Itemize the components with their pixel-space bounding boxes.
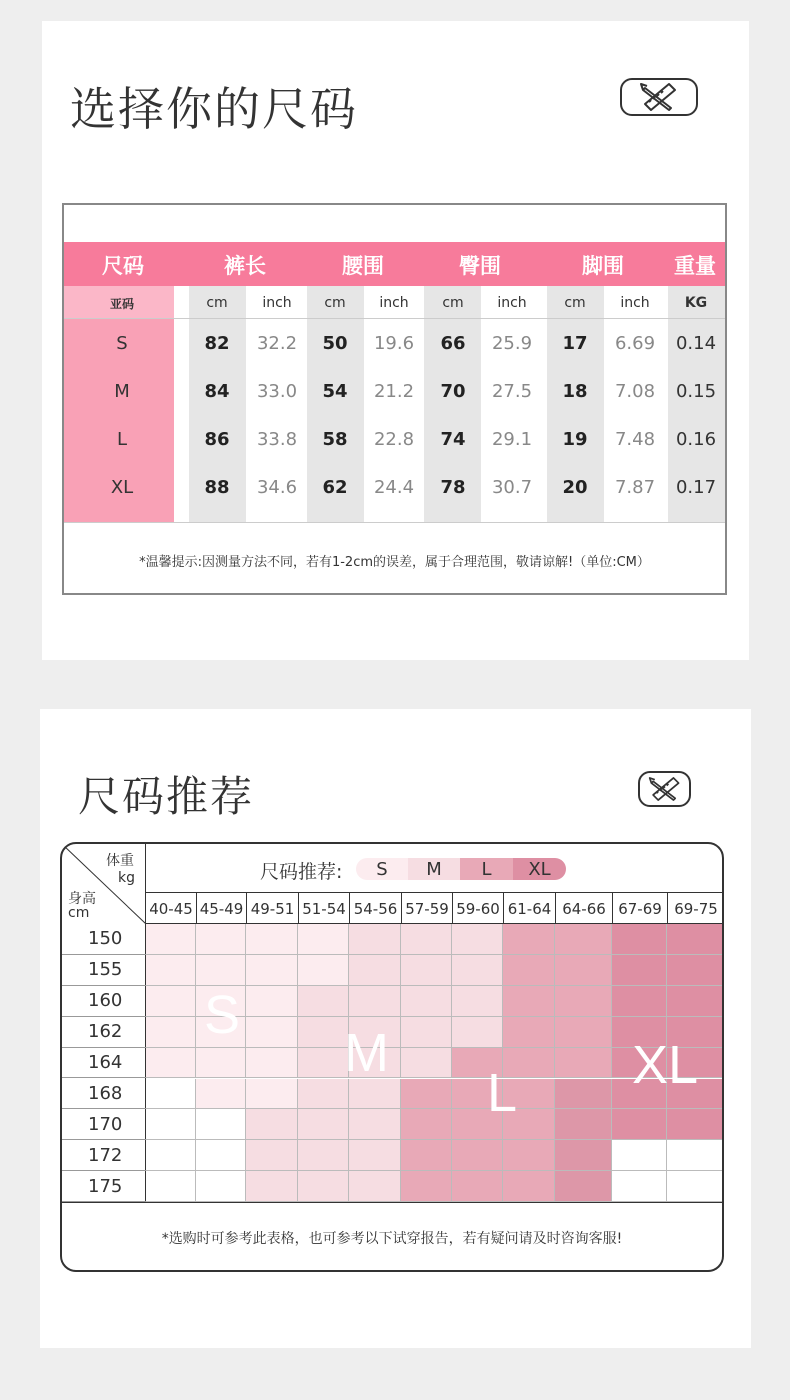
height-value: 150 — [62, 924, 146, 955]
grid-cell — [452, 1140, 503, 1171]
size-legend — [356, 858, 566, 880]
size-recommend-table — [60, 842, 724, 1272]
height-value: 162 — [62, 1017, 146, 1048]
grid-cell — [146, 1048, 196, 1079]
size-value-waist-in: 21.2 — [373, 381, 415, 402]
corner-height-label: 身高 — [68, 891, 96, 907]
grid-cell — [196, 924, 246, 955]
size-table-header — [64, 242, 725, 286]
grid-cell — [612, 1017, 667, 1048]
weight-range: 61-64 — [503, 893, 555, 924]
grid-cell — [612, 924, 667, 955]
grid-cell — [612, 1109, 667, 1140]
size-value-foot-cm: 19 — [562, 429, 588, 450]
subheader-inch: inch — [262, 295, 292, 311]
grid-cell — [555, 1109, 612, 1140]
grid-cell — [246, 1171, 298, 1202]
subheader-cm: cm — [564, 295, 586, 311]
grid-cell — [146, 1017, 196, 1048]
grid-cell — [401, 1171, 452, 1202]
grid-cell — [298, 1048, 349, 1079]
subheader-inch: inch — [620, 295, 650, 311]
size-value-length-cm: 82 — [204, 333, 230, 354]
table-corner — [62, 844, 146, 924]
size-label: XL — [110, 477, 134, 498]
subheader-cm: cm — [442, 295, 464, 311]
height-value: 155 — [62, 955, 146, 986]
grid-cell — [349, 1171, 401, 1202]
grid-cell — [298, 1140, 349, 1171]
grid-cell — [401, 924, 452, 955]
grid-cell — [452, 1171, 503, 1202]
size-value-weight: 0.14 — [675, 333, 717, 354]
size-value-foot-in: 6.69 — [614, 333, 656, 354]
weight-range: 57-59 — [401, 893, 452, 924]
legend-row — [146, 844, 724, 893]
grid-cell — [503, 1048, 555, 1079]
grid-cell — [246, 1017, 298, 1048]
grid-cell — [555, 1171, 612, 1202]
grid-cell — [298, 1171, 349, 1202]
size-value-hip-cm: 66 — [440, 333, 466, 354]
grid-cell — [196, 1109, 246, 1140]
grid-cell — [196, 1017, 246, 1048]
size-label: M — [114, 381, 130, 402]
grid-cell — [196, 1171, 246, 1202]
header-hip: 臀围 — [459, 254, 501, 278]
size-value-hip-in: 30.7 — [491, 477, 533, 498]
grid-cell — [246, 1079, 298, 1110]
height-value: 170 — [62, 1109, 146, 1140]
grid-cell — [298, 1079, 349, 1110]
size-table-subheader — [64, 286, 725, 319]
legend-label: 尺码推荐: — [260, 861, 343, 883]
size-value-waist-cm: 58 — [322, 429, 348, 450]
subheader-inch: inch — [379, 295, 409, 311]
size-label: S — [116, 333, 128, 354]
size-value-foot-in: 7.08 — [614, 381, 656, 402]
grid-cell — [196, 955, 246, 986]
size-value-length-cm: 88 — [204, 477, 230, 498]
grid-cell — [246, 1048, 298, 1079]
grid-cell — [146, 1109, 196, 1140]
size-recommend-card — [40, 709, 751, 1348]
legend-s: S — [356, 858, 408, 880]
grid-cell — [612, 1140, 667, 1171]
grid-cell — [146, 924, 196, 955]
grid-cell — [349, 1017, 401, 1048]
grid-cell — [667, 1109, 724, 1140]
grid-cell — [555, 1017, 612, 1048]
height-value: 172 — [62, 1140, 146, 1171]
grid-cell — [612, 1171, 667, 1202]
size-value-foot-in: 7.48 — [614, 429, 656, 450]
grid-cell — [246, 955, 298, 986]
size-recommend-title: 尺码推荐 — [78, 772, 255, 821]
size-value-length-in: 32.2 — [256, 333, 298, 354]
size-value-waist-cm: 50 — [322, 333, 348, 354]
corner-weight-unit: kg — [118, 870, 135, 886]
legend-l: L — [460, 858, 513, 880]
weight-header-row — [146, 893, 724, 924]
size-value-length-cm: 86 — [204, 429, 230, 450]
grid-cell — [667, 1017, 724, 1048]
grid-cell — [146, 1140, 196, 1171]
grid-cell — [146, 1171, 196, 1202]
grid-cell — [503, 1079, 555, 1110]
grid-cell — [401, 955, 452, 986]
grid-cell — [503, 1109, 555, 1140]
grid-cell — [667, 924, 724, 955]
grid-cell — [401, 1109, 452, 1140]
height-column — [62, 924, 146, 1202]
grid-cell — [146, 986, 196, 1017]
recommend-note: *选购时可参考此表格，也可参考以下试穿报告，若有疑问请及时咨询客服! — [161, 1231, 623, 1247]
size-value-waist-in: 24.4 — [373, 477, 415, 498]
grid-cell — [503, 924, 555, 955]
big-label-m: M — [344, 1023, 389, 1083]
grid-cell — [555, 955, 612, 986]
grid-cell — [401, 1140, 452, 1171]
grid-cell — [298, 986, 349, 1017]
grid-cell — [503, 1140, 555, 1171]
grid-cell — [246, 986, 298, 1017]
legend-xl: XL — [513, 858, 566, 880]
grid-cell — [555, 924, 612, 955]
grid-cell — [452, 1109, 503, 1140]
weight-range: 69-75 — [667, 893, 724, 924]
grid-cell — [146, 1079, 196, 1110]
big-label-s: S — [204, 985, 241, 1045]
grid-cell — [349, 924, 401, 955]
weight-range: 51-54 — [298, 893, 349, 924]
grid-cell — [246, 1140, 298, 1171]
size-value-hip-in: 29.1 — [491, 429, 533, 450]
grid-cell — [349, 1109, 401, 1140]
subheader-inch: inch — [497, 295, 527, 311]
weight-range: 67-69 — [612, 893, 667, 924]
grid-cell — [667, 1048, 724, 1079]
size-value-length-in: 34.6 — [256, 477, 298, 498]
grid-cell — [349, 1079, 401, 1110]
subheader-cm: cm — [324, 295, 346, 311]
grid-cell — [555, 986, 612, 1017]
size-value-waist-cm: 54 — [322, 381, 348, 402]
grid-cell — [349, 955, 401, 986]
grid-cell — [612, 1079, 667, 1110]
height-value: 164 — [62, 1048, 146, 1079]
grid-cell — [667, 986, 724, 1017]
grid-cell — [401, 1017, 452, 1048]
grid-cell — [452, 1048, 503, 1079]
size-value-weight: 0.16 — [675, 429, 717, 450]
height-value: 175 — [62, 1171, 146, 1202]
weight-range: 64-66 — [555, 893, 612, 924]
big-label-l: L — [487, 1063, 518, 1123]
size-value-weight: 0.17 — [675, 477, 717, 498]
pencil-ruler-icon — [620, 78, 698, 116]
grid-cell — [146, 955, 196, 986]
corner-weight-label: 体重 — [106, 853, 134, 869]
grid-cell — [503, 986, 555, 1017]
grid-cell — [298, 1017, 349, 1048]
size-table — [62, 203, 727, 595]
grid-cell — [196, 986, 246, 1017]
pencil-ruler-icon — [638, 771, 691, 807]
header-foot: 脚围 — [582, 254, 624, 278]
size-label: L — [116, 429, 128, 450]
grid-cell — [401, 1079, 452, 1110]
grid-cell — [667, 1171, 724, 1202]
subheader-kg: KG — [684, 295, 708, 311]
size-value-waist-in: 19.6 — [373, 333, 415, 354]
grid-cell — [452, 986, 503, 1017]
subheader-asia: 亚码 — [109, 297, 135, 311]
subheader-cm: cm — [206, 295, 228, 311]
size-value-hip-cm: 78 — [440, 477, 466, 498]
grid-cell — [196, 1140, 246, 1171]
size-note: *温馨提示:因测量方法不同，若有1-2cm的误差，属于合理范围，敬请谅解!（单位:CM） — [139, 555, 650, 570]
grid-cell — [503, 1171, 555, 1202]
legend-m: M — [408, 858, 460, 880]
weight-range: 54-56 — [349, 893, 401, 924]
grid-cell — [298, 924, 349, 955]
grid-cell — [612, 986, 667, 1017]
grid-cell — [555, 1048, 612, 1079]
grid-cell — [612, 1048, 667, 1079]
grid-cell — [667, 1140, 724, 1171]
weight-range: 45-49 — [196, 893, 246, 924]
size-value-length-in: 33.8 — [256, 429, 298, 450]
weight-range: 40-45 — [149, 899, 193, 918]
grid-cell — [452, 1017, 503, 1048]
size-value-foot-in: 7.87 — [614, 477, 656, 498]
grid-cell — [452, 955, 503, 986]
grid-cell — [298, 955, 349, 986]
height-value: 168 — [62, 1079, 146, 1110]
grid-cell — [401, 986, 452, 1017]
header-size: 尺码 — [102, 254, 144, 278]
grid-cell — [401, 1048, 452, 1079]
grid-cell — [246, 924, 298, 955]
size-value-waist-in: 22.8 — [373, 429, 415, 450]
size-value-foot-cm: 20 — [562, 477, 588, 498]
grid-cell — [452, 924, 503, 955]
size-value-hip-cm: 74 — [440, 429, 466, 450]
grid-cell — [503, 955, 555, 986]
size-value-foot-cm: 17 — [562, 333, 588, 354]
grid-cell — [452, 1079, 503, 1110]
grid-cell — [196, 1048, 246, 1079]
grid-cell — [349, 986, 401, 1017]
size-chart-title: 选择你的尺码 — [70, 82, 358, 136]
grid-cell — [612, 955, 667, 986]
size-value-hip-in: 27.5 — [491, 381, 533, 402]
grid-cell — [503, 1017, 555, 1048]
header-length: 裤长 — [224, 254, 266, 278]
grid-cell — [555, 1140, 612, 1171]
grid-cell — [246, 1109, 298, 1140]
grid-cell — [667, 1079, 724, 1110]
grid-cell — [298, 1109, 349, 1140]
size-value-hip-in: 25.9 — [491, 333, 533, 354]
size-value-weight: 0.15 — [675, 381, 717, 402]
size-value-waist-cm: 62 — [322, 477, 348, 498]
header-weight: 重量 — [674, 254, 716, 278]
grid-cell — [196, 1079, 246, 1110]
header-waist: 腰围 — [342, 254, 384, 278]
weight-range: 49-51 — [246, 893, 298, 924]
big-label-xl: XL — [632, 1035, 699, 1095]
height-value: 160 — [62, 986, 146, 1017]
size-value-hip-cm: 70 — [440, 381, 466, 402]
size-value-length-in: 33.0 — [256, 381, 298, 402]
size-value-foot-cm: 18 — [562, 381, 588, 402]
size-value-length-cm: 84 — [204, 381, 230, 402]
grid-cell — [349, 1048, 401, 1079]
grid-cell — [555, 1079, 612, 1110]
grid-cell — [667, 955, 724, 986]
weight-range: 59-60 — [452, 893, 503, 924]
grid-cell — [349, 1140, 401, 1171]
corner-height-unit: cm — [68, 905, 90, 921]
size-chart-card — [42, 21, 749, 660]
